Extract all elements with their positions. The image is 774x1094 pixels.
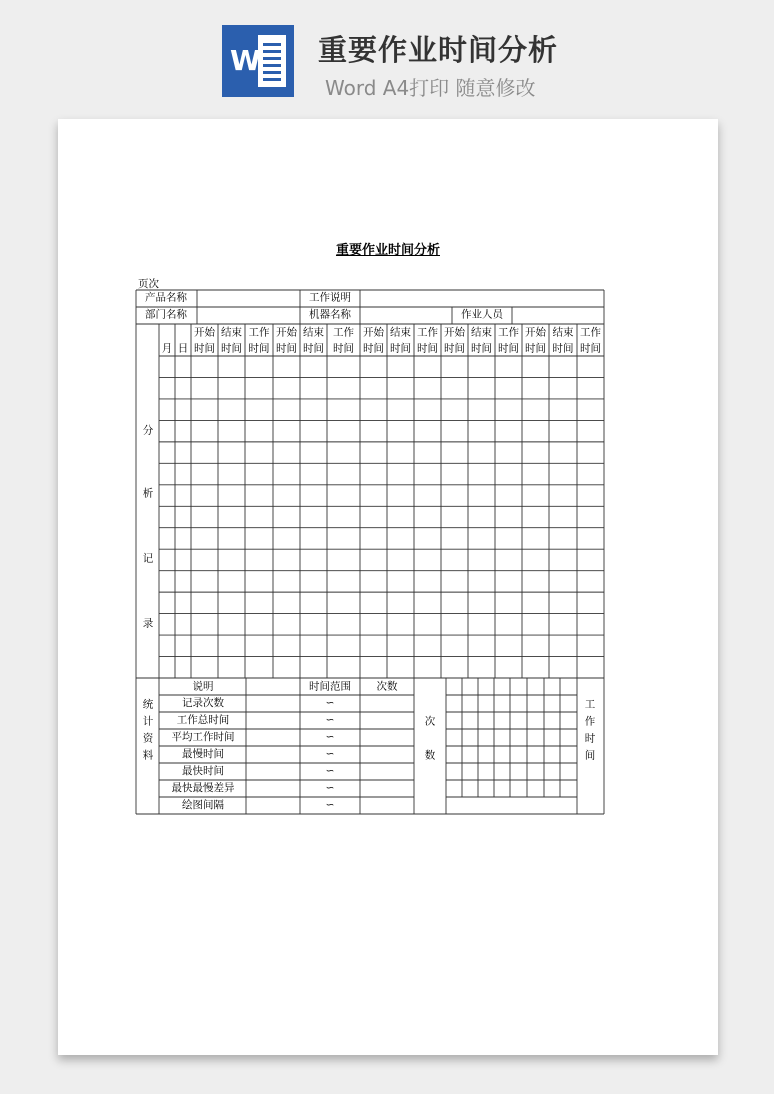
document-title: 重要作业时间分析 [335, 242, 440, 257]
record-column-header-line2: 时间 [552, 343, 574, 355]
stats-row-label: 最快最慢差异 [171, 783, 235, 794]
record-column-header-line1: 结束 [303, 327, 324, 339]
header-subtitle: Word A4打印 随意修改 [325, 76, 536, 100]
analysis-record-side-label: 分 [142, 425, 154, 437]
record-column-header-line2: 时间 [580, 343, 601, 355]
stats-row-label: 绘图间隔 [182, 800, 224, 811]
product-name-label: 产品名称 [145, 292, 187, 304]
word-letter: W [230, 44, 261, 77]
record-column-header-line2: 时间 [194, 343, 215, 355]
stats-row-label: 最慢时间 [182, 749, 224, 760]
stats-row-label: 平均工作时间 [171, 732, 235, 743]
stats-description-header: 说明 [192, 681, 214, 693]
record-column-header-line2: 时间 [333, 343, 354, 355]
analysis-record-side-label: 析 [142, 488, 154, 500]
record-column-header-line2: 时间 [363, 343, 384, 355]
time-analysis-form [58, 119, 718, 1055]
range-symbol: ∽ [325, 698, 335, 709]
analysis-record-side-label: 记 [142, 553, 154, 565]
range-symbol: ∽ [325, 766, 335, 777]
statistics-side-label: 统 [142, 699, 154, 711]
record-column-header-line1: 开始 [444, 327, 465, 339]
page-lines-icon [258, 35, 286, 87]
record-column-header-line1: 开始 [276, 327, 297, 339]
work-time-axis-label: 作 [584, 716, 596, 728]
stats-row-label: 记录次数 [182, 698, 224, 709]
count-axis-label: 次 [424, 716, 436, 728]
record-column-header-line2: 时间 [525, 343, 546, 355]
record-column-header-line1: 结束 [552, 327, 574, 339]
record-column-header-line2: 时间 [303, 343, 324, 355]
record-column-header-line2: 时间 [221, 343, 242, 355]
day-header: 日 [177, 343, 189, 355]
record-column-header-line1: 结束 [390, 327, 411, 339]
record-column-header-line1: 开始 [194, 327, 215, 339]
work-time-axis-label: 时 [584, 733, 596, 745]
record-column-header-line1: 工作 [248, 327, 270, 339]
stats-count-header: 次数 [376, 681, 398, 693]
record-column-header-line2: 时间 [248, 343, 270, 355]
page-number-label: 页次 [138, 279, 159, 290]
record-column-header-line1: 工作 [580, 327, 601, 339]
header-title: 重要作业时间分析 [318, 33, 559, 67]
statistics-side-label: 料 [142, 750, 154, 762]
work-time-axis-label: 间 [584, 750, 596, 762]
record-column-header-line2: 时间 [390, 343, 411, 355]
record-column-header-line2: 时间 [471, 343, 492, 355]
operator-label: 作业人员 [461, 309, 503, 321]
record-column-header-line2: 时间 [444, 343, 465, 355]
analysis-record-side-label: 录 [142, 618, 154, 630]
record-column-header-line1: 工作 [417, 327, 438, 339]
work-time-axis-label: 工 [584, 699, 596, 711]
range-symbol: ∽ [325, 783, 335, 794]
machine-name-label: 机器名称 [309, 309, 351, 321]
stats-row-label: 最快时间 [182, 766, 224, 777]
work-description-label: 工作说明 [309, 292, 351, 304]
range-symbol: ∽ [325, 715, 335, 726]
record-column-header-line1: 结束 [221, 327, 242, 339]
department-name-label: 部门名称 [145, 309, 187, 321]
record-column-header-line1: 开始 [525, 327, 546, 339]
stats-time-range-header: 时间范围 [309, 681, 351, 693]
record-column-header-line2: 时间 [498, 343, 519, 355]
record-column-header-line2: 时间 [417, 343, 438, 355]
statistics-side-label: 资 [142, 733, 154, 745]
range-symbol: ∽ [325, 749, 335, 760]
range-symbol: ∽ [325, 800, 335, 811]
count-axis-label: 数 [424, 750, 436, 762]
range-symbol: ∽ [325, 732, 335, 743]
document-page [58, 119, 718, 1055]
record-column-header-line2: 时间 [276, 343, 297, 355]
record-column-header-line1: 工作 [498, 327, 519, 339]
month-header: 月 [161, 343, 173, 355]
stats-row-label: 工作总时间 [176, 715, 230, 726]
statistics-side-label: 计 [142, 716, 154, 728]
word-document-icon [222, 25, 294, 97]
record-column-header-line1: 结束 [471, 327, 492, 339]
record-column-header-line1: 工作 [333, 327, 354, 339]
record-column-header-line1: 开始 [363, 327, 384, 339]
